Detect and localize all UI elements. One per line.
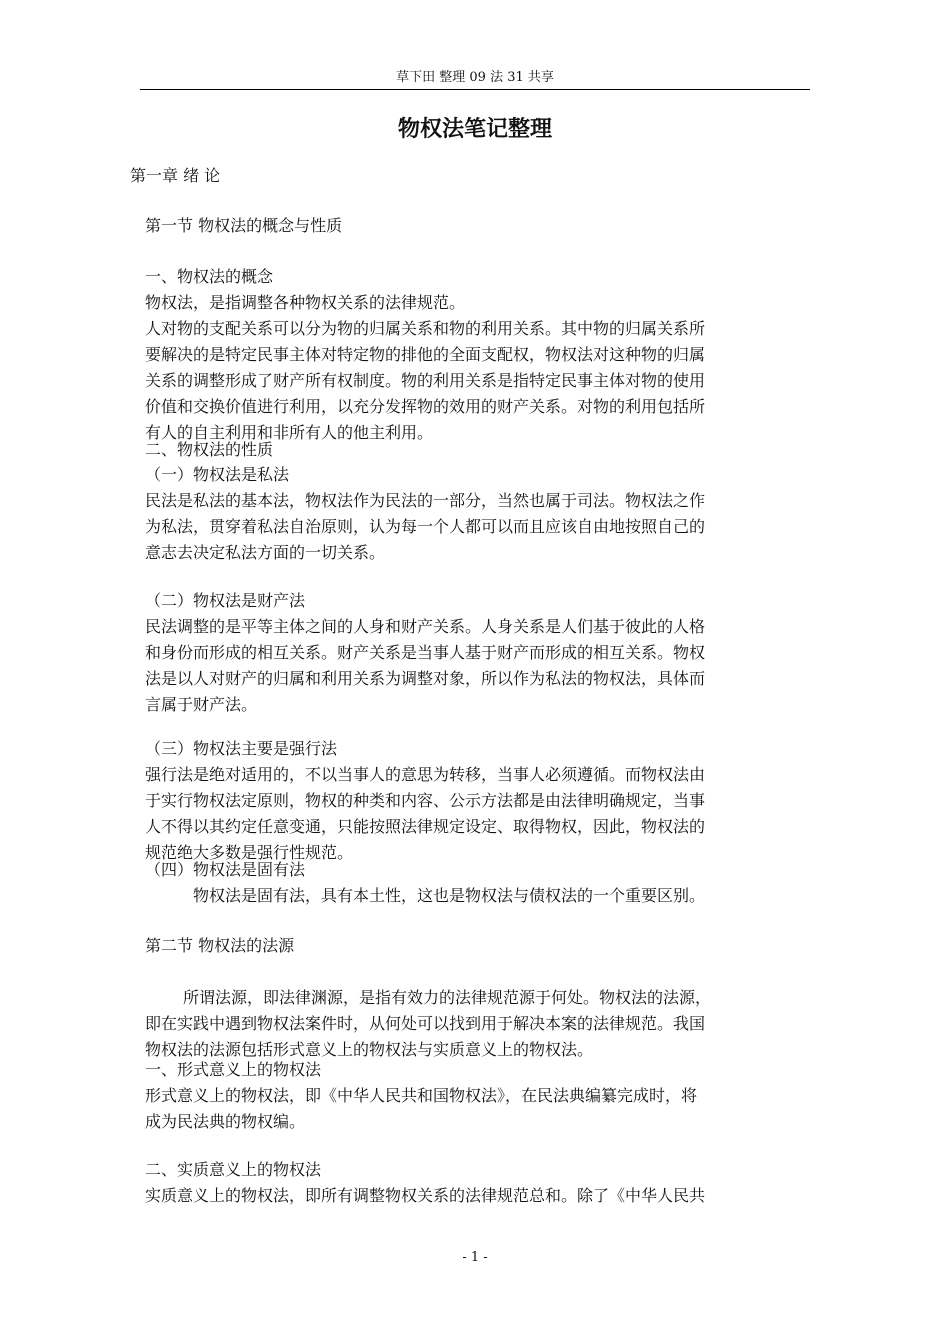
paragraph-line: 物权法是固有法，具有本土性，这也是物权法与债权法的一个重要区别。 xyxy=(193,886,706,905)
page-header: 草下田 整理 09 法 31 共享 xyxy=(396,70,554,85)
paragraph-line: 和身份而形成的相互关系。财产关系是当事人基于财产而形成的相互关系。物权 xyxy=(145,643,706,662)
section-heading: 第一节 物权法的概念与性质 xyxy=(145,216,343,235)
chapter-heading: 第一章 绪 论 xyxy=(130,166,221,185)
section-heading: 第二节 物权法的法源 xyxy=(145,936,295,955)
paragraph-line: 所谓法源，即法律渊源，是指有效力的法律规范源于何处。物权法的法源， xyxy=(183,988,712,1007)
paragraph-line: 规范绝大多数是强行性规范。 xyxy=(145,843,354,862)
paragraph-line: 成为民法典的物权编。 xyxy=(145,1112,306,1131)
paragraph-line: 人对物的支配关系可以分为物的归属关系和物的利用关系。其中物的归属关系所 xyxy=(145,319,706,338)
paragraph-line: 于实行物权法定原则，物权的种类和内容、公示方法都是由法律明确规定，当事 xyxy=(145,791,706,810)
subsection-heading: 二、物权法的性质 xyxy=(145,440,274,459)
paragraph-line: 实质意义上的物权法，即所有调整物权关系的法律规范总和。除了《中华人民共 xyxy=(145,1186,706,1205)
paragraph-line: 强行法是绝对适用的，不以当事人的意思为转移，当事人必须遵循。而物权法由 xyxy=(145,765,706,784)
subsection-heading: 一、形式意义上的物权法 xyxy=(145,1060,322,1079)
subsection-heading: 一、物权法的概念 xyxy=(145,267,274,286)
subsection-heading: 二、实质意义上的物权法 xyxy=(145,1160,322,1179)
item-heading: （三）物权法主要是强行法 xyxy=(145,739,338,758)
paragraph-line: 价值和交换价值进行利用，以充分发挥物的效用的财产关系。对物的利用包括所 xyxy=(145,397,706,416)
item-heading: （四）物权法是固有法 xyxy=(145,860,306,879)
header-divider xyxy=(140,89,810,90)
page-number: - 1 - xyxy=(462,1250,488,1265)
paragraph-line: 即在实践中遇到物权法案件时，从何处可以找到用于解决本案的法律规范。我国 xyxy=(145,1014,706,1033)
paragraph-line: 民法调整的是平等主体之间的人身和财产关系。人身关系是人们基于彼此的人格 xyxy=(145,617,706,636)
paragraph-line: 要解决的是特定民事主体对特定物的排他的全面支配权，物权法对这种物的归属 xyxy=(145,345,706,364)
paragraph-line: 为私法，贯穿着私法自治原则，认为每一个人都可以而且应该自由地按照自己的 xyxy=(145,517,706,536)
item-heading: （二）物权法是财产法 xyxy=(145,591,306,610)
paragraph-line: 意志去决定私法方面的一切关系。 xyxy=(145,543,386,562)
item-heading: （一）物权法是私法 xyxy=(145,465,290,484)
paragraph-line: 形式意义上的物权法，即《中华人民共和国物权法》，在民法典编纂完成时，将 xyxy=(145,1086,698,1105)
paragraph-line: 物权法的法源包括形式意义上的物权法与实质意义上的物权法。 xyxy=(145,1040,594,1059)
paragraph-line: 民法是私法的基本法，物权法作为民法的一部分，当然也属于司法。物权法之作 xyxy=(145,491,706,510)
paragraph-line: 人不得以其约定任意变通，只能按照法律规定设定、取得物权，因此，物权法的 xyxy=(145,817,706,836)
paragraph-line: 法是以人对财产的归属和利用关系为调整对象，所以作为私法的物权法，具体而 xyxy=(145,669,706,688)
paragraph-line: 关系的调整形成了财产所有权制度。物的利用关系是指特定民事主体对物的使用 xyxy=(145,371,706,390)
document-title: 物权法笔记整理 xyxy=(397,117,552,142)
paragraph-line: 物权法，是指调整各种物权关系的法律规范。 xyxy=(145,293,466,312)
paragraph-line: 有人的自主利用和非所有人的他主利用。 xyxy=(145,423,434,442)
paragraph-line: 言属于财产法。 xyxy=(145,695,258,714)
